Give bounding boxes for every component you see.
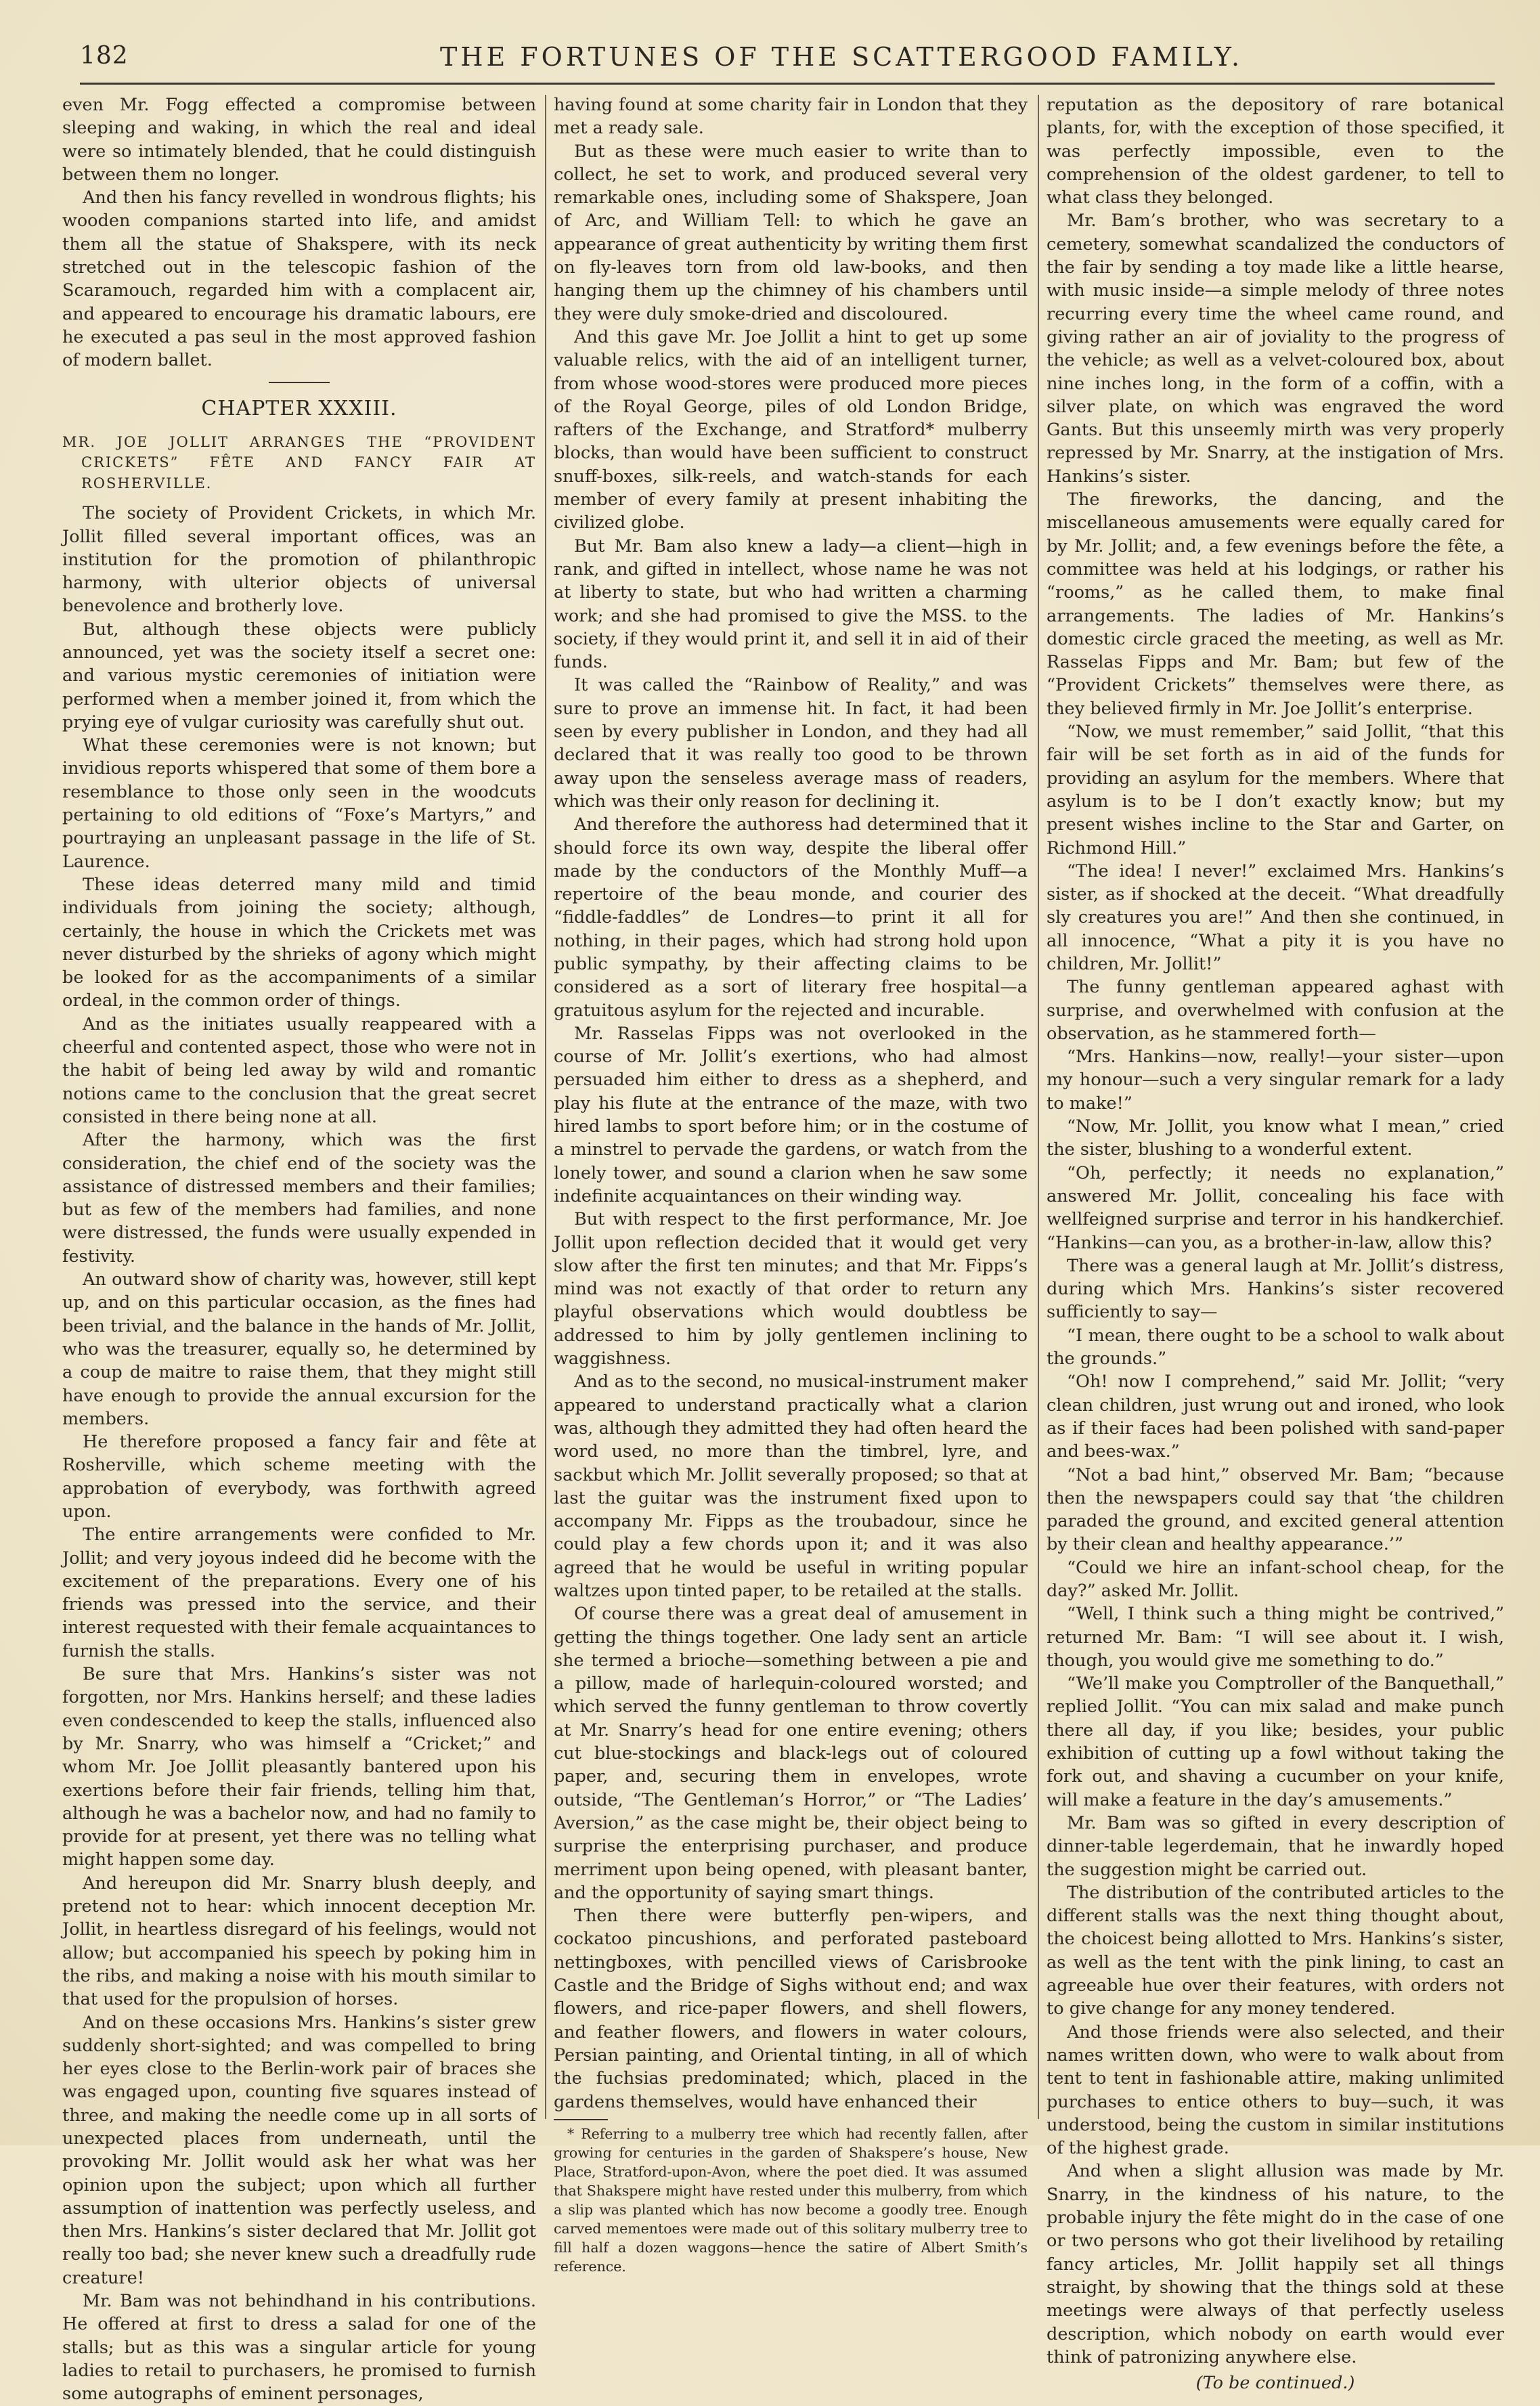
- chapter-heading: CHAPTER XXXIII.: [201, 396, 397, 420]
- footnote-divider: [554, 2119, 608, 2120]
- paragraph: And when a slight allusion was made by Mr. Snarry, in the kindness of his nature, to the probable injury the fête might do in the case of one or two persons who got their livelihood by retailing fancy articles, Mr. Jollit happily set all things straight, by showing that the things sold at these meetings were always of that perfectly useless description, which nobody on earth would ever think of patronizing anywhere else.: [1047, 2161, 1504, 2367]
- paragraph: An outward show of charity was, however, still kept up, and on this particular occasion, as the fines had been trivial, and the balance in the hands of Mr. Jollit, who was the treasurer, equally so, he determined by a coup de maitre to raise them, that they might still have enough to provide the annual excursion for the members.: [62, 1269, 536, 1429]
- paragraph: And therefore the authoress had determined that it should force its own way, despite the liberal offer made by the conductors of the Monthly Muff—a repertoire of the beau monde, and courier des “fiddle-faddles” de Londres—to print it all for nothing, in their pages, which had strong hold upon public sympathy, by their affecting claims to be considered as a sort of literary free hospital—a gratuitous asylum for the rejected and incurable.: [554, 814, 1028, 1021]
- paragraph: And on these occasions Mrs. Hankins’s sister grew suddenly short-sighted; and was compelled to bring her eyes close to the Berlin-work pair of braces she was engaged upon, counting five squares instead of three, and making the needle come up in all sorts of unexpected places from underneath, until the provoking Mr. Jollit would ask her what was her opinion upon the subject; upon which all further assumption of inattention was perfectly useless, and then Mrs. Hankins’s sister declared that Mr. Jollit got really too bad; she never knew such a dreadfully rude creature!: [62, 2012, 536, 2288]
- page-header: [80, 42, 1495, 80]
- paragraph: There was a general laugh at Mr. Jollit’s distress, during which Mrs. Hankins’s sister recovered sufficiently to say—: [1047, 1255, 1504, 1323]
- paragraph: even Mr. Fogg effected a compromise between sleeping and waking, in which the real and ideal were so intimately blended, that he could distinguish between them no longer.: [62, 95, 536, 185]
- paragraph: The fireworks, the dancing, and the miscellaneous amusements were equally cared for by Mr. Jollit; and, a few evenings before the fête, a committee was held at his lodgings, or rather his “rooms,” as he called them, to make final arrangements. The ladies of Mr. Hankins’s domestic circle graced the meeting, as well as Mr. Rasselas Fipps and Mr. Bam; but few of the “Provident Crickets” themselves were there, as they believed firmly in Mr. Joe Jollit’s enterprise.: [1047, 489, 1504, 719]
- paragraph: After the harmony, which was the first consideration, the chief end of the society was the assistance of distressed members and their families; but as few of the members had families, and none were distressed, the funds were usually expended in festivity.: [62, 1130, 536, 1267]
- paragraph: “Now, Mr. Jollit, you know what I mean,” cried the sister, blushing to a wonderful extent.: [1047, 1116, 1504, 1160]
- paragraph: But, although these objects were publicly announced, yet was the society itself a secret one: and various mystic ceremonies of initiation were performed when a member joined it, from which the prying eye of vulgar curiosity was carefully shut out.: [62, 619, 536, 732]
- paragraph: And as the initiates usually reappeared with a cheerful and contented aspect, those who were not in the habit of being led away by wild and romantic notions came to the conclusion that the great secret consisted in there being none at all.: [62, 1013, 536, 1127]
- paragraph: These ideas deterred many mild and timid individuals from joining the society; although, certainly, the house in which the Crickets met was never disturbed by the shrieks of agony which might be looked for as the accompaniments of a similar ordeal, in the common order of things.: [62, 874, 536, 1011]
- paragraph: Mr. Bam’s brother, who was secretary to a cemetery, somewhat scandalized the conductors of the fair by sending a toy made like a little hearse, with music inside—a simple melody of three notes recurring every time the wheel came round, and giving rather an air of joviality to the progress of the vehicle; as well as a velvet-coloured box, about nine inches long, in the form of a coffin, with a silver plate, on which was engraved the word Gants. But this unseemly mirth was very properly repressed by Mr. Snarry, at the instigation of Mrs. Hankins’s sister.: [1047, 211, 1504, 487]
- paragraph: And then his fancy revelled in wondrous flights; his wooden companions started into life, and amidst them all the statue of Shakspere, with its neck stretched out in the telescopic fashion of the Scaramouch, regarded him with a complacent air, and appeared to encourage his dramatic labours, ere he executed a pas seul in the most approved fashion of modern ballet.: [62, 188, 536, 371]
- paragraph: Mr. Bam was not behindhand in his contributions. He offered at first to dress a salad for one of the stalls; but as this was a singular article for young ladies to retail to purchasers, he promised to furnish some autographs of eminent personages,: [62, 2291, 536, 2405]
- paragraph: “Not a bad hint,” observed Mr. Bam; “because then the newspapers could say that ‘the children paraded the ground, and excited general attention by their clean and healthy appearance.’”: [1047, 1464, 1504, 1555]
- paragraph: Mr. Bam was so gifted in every description of dinner-table legerdemain, that he inwardly hoped the suggestion might be carried out.: [1047, 1812, 1504, 1880]
- paragraph: “We’ll make you Comptroller of the Banquethall,” replied Jollit. “You can mix salad and make punch there all day, if you like; besides, your public exhibition of cutting up a fowl without taking the fork out, and shaving a cucumber on your knife, will make a feature in the day’s amusements.”: [1047, 1674, 1504, 1810]
- paragraph: Then there were butterfly pen-wipers, and cockatoo pincushions, and perforated pasteboard nettingboxes, with pencilled views of Carisbrooke Castle and the Bridge of Sighs without end; and wax flowers, and rice-paper flowers, and shell flowers, and feather flowers, and flowers in water colours, Persian painting, and Oriental tinting, in all of which the fuchsias predominated; which, placed in the gardens themselves, would have enhanced their: [554, 1906, 1028, 2112]
- paragraph: And as to the second, no musical-instrument maker appeared to understand practically what a clarion was, although they admitted they had often heard the word used, no more than the timbrel, lyre, and sackbut which Mr. Jollit severally proposed; so that at last the guitar was the instrument fixed upon to accompany Mr. Fipps as the troubadour, since he could play a few chords upon it; and it was also agreed that he would be useful in writing popular waltzes upon tinted paper, to be retailed at the stalls.: [554, 1372, 1028, 1601]
- column-3: [1047, 93, 1504, 2394]
- paragraph: And hereupon did Mr. Snarry blush deeply, and pretend not to hear: which innocent deception Mr. Jollit, in heartless disregard of his feelings, would not allow; but accompanied his speech by poking him in the ribs, and making a noise with his mouth similar to that used for the propulsion of horses.: [62, 1873, 536, 2010]
- paragraph: The entire arrangements were confided to Mr. Jollit; and very joyous indeed did he become with the excitement of the preparations. Every one of his friends was pressed into the service, and their interest requested with their female acquaintances to furnish the stalls.: [62, 1525, 536, 1661]
- paragraph: “Could we hire an infant-school cheap, for the day?” asked Mr. Jollit.: [1047, 1557, 1504, 1601]
- running-title: THE FORTUNES OF THE SCATTERGOOD FAMILY.: [439, 42, 1244, 72]
- paragraph: What these ceremonies were is not known; but invidious reports whispered that some of them bore a resemblance to those only seen in the woodcuts pertaining to old editions of “Foxe’s Martyrs,” and pourtraying an unpleasant passage in the life of St. Laurence.: [62, 735, 536, 872]
- paragraph: Of course there was a great deal of amusement in getting the things together. One lady sent an article she termed a brioche—something between a pie and a pillow, made of harlequin-coloured worsted; and which served the funny gentleman to throw covertly at Mr. Snarry’s head for one entire evening; others cut blue-stockings and black-legs out of coloured paper, and, securing them in envelopes, wrote outside, “The Gentleman’s Horror,” or “The Ladies’ Aversion,” as the case might be, their object being to surprise the enterprising purchaser, and produce merriment upon being opened, with pleasant banter, and the opportunity of saying smart things.: [554, 1604, 1028, 1903]
- paragraph: “The idea! I never!” exclaimed Mrs. Hankins’s sister, as if shocked at the deceit. “What dreadfully sly creatures you are!” And then she continued, in all innocence, “What a pity it is you have no children, Mr. Jollit!”: [1047, 860, 1504, 974]
- paragraph: And those friends were also selected, and their names written down, who were to walk about from tent to tent in fashionable attire, making unlimited purchases to entice others to buy—such, it was understood, being the custom in similar institutions of the highest grade.: [1047, 2021, 1504, 2159]
- paragraph: having found at some charity fair in London that they met a ready sale.: [554, 95, 1028, 139]
- section-divider: [269, 382, 330, 383]
- paragraph: But with respect to the first performance, Mr. Joe Jollit upon reflection decided that it would get very slow after the first ten minutes; and that Mr. Fipps’s mind was not exactly of that order to return any playful observations which would doubtless be addressed to him by jolly gentlemen inclining to waggishness.: [554, 1209, 1028, 1370]
- to-be-continued: (To be continued.): [1195, 2373, 1355, 2394]
- paragraph: But Mr. Bam also knew a lady—a client—high in rank, and gifted in intellect, whose name he was not at liberty to state, but who had written a charming work; and she had promised to give the MSS. to the society, if they would print it, and sell it in aid of their funds.: [554, 535, 1028, 673]
- column-2: [554, 93, 1028, 2275]
- paragraph: “Oh, perfectly; it needs no explanation,” answered Mr. Jollit, concealing his face with wellfeigned surprise and terror in his handkerchief. “Hankins—can you, as a brother-in-law, allow this?: [1047, 1162, 1504, 1253]
- paragraph: “Well, I think such a thing might be contrived,” returned Mr. Bam: “I will see about it. I wish, though, you would give me something to do.”: [1047, 1604, 1504, 1671]
- paragraph: “Mrs. Hankins—now, really!—your sister—upon my honour—such a very singular remark for a lady to make!”: [1047, 1047, 1504, 1114]
- column-divider: [545, 95, 546, 2119]
- paragraph: The distribution of the contributed articles to the different stalls was the next thing thought about, the choicest being allotted to Mrs. Hankins’s sister, as well as the tent with the pink lining, to cast an agreeable hue over their features, with orders not to give change for any money tendered.: [1047, 1882, 1504, 2019]
- paragraph: And this gave Mr. Joe Jollit a hint to get up some valuable relics, with the aid of an intelligent turner, from whose wood-stores were produced more pieces of the Royal George, piles of old London Bridge, rafters of the Exchange, and Stratford* mulberry blocks, than would have been sufficient to construct snuff-boxes, silk-reels, and watch-stands for each member of every family at present inhabiting the civilized globe.: [554, 326, 1028, 533]
- paragraph: It was called the “Rainbow of Reality,” and was sure to prove an immense hit. In fact, it had been seen by every publisher in London, and they had all declared that it was really too good to be thrown away upon the senseless average mass of readers, which was their only reason for declining it.: [554, 675, 1028, 812]
- column-divider: [1038, 95, 1039, 2119]
- chapter-summary: MR. JOE JOLLIT ARRANGES THE “PROVIDENT CRICKETS” FÊTE AND FANCY FAIR AT ROSHERVILLE.: [62, 433, 536, 491]
- paragraph: The funny gentleman appeared aghast with surprise, and overwhelmed with confusion at the observation, as he stammered forth—: [1047, 977, 1504, 1044]
- paragraph: reputation as the depository of rare botanical plants, for, with the exception of those specified, it was perfectly impossible, even to the comprehension of the oldest gardener, to tell to what class they belonged.: [1047, 95, 1504, 209]
- page-number: 182: [80, 42, 129, 70]
- paragraph: But as these were much easier to write than to collect, he set to work, and produced several very remarkable ones, including some of Shakspere, Joan of Arc, and William Tell: to which he gave an appearance of great authenticity by writing them first on fly-leaves torn from old law-books, and then hanging them up the chimney of his chambers until they were duly smoke-dried and discoloured.: [554, 141, 1028, 324]
- paragraph: “Oh! now I comprehend,” said Mr. Jollit; “very clean children, just wrung out and ironed, who look as if their faces had been polished with sand-paper and bees-wax.”: [1047, 1372, 1504, 1462]
- header-rule: [80, 83, 1495, 85]
- paragraph: “Now, we must remember,” said Jollit, “that this fair will be set forth as in aid of the funds for providing an asylum for the members. Where that asylum is to be I don’t exactly know; but my present wishes incline to the Star and Garter, on Richmond Hill.”: [1047, 722, 1504, 858]
- paragraph: The society of Provident Crickets, in which Mr. Jollit filled several important offices, was an institution for the promotion of philanthropic harmony, with ulterior objects of universal benevolence and brotherly love.: [62, 503, 536, 617]
- paragraph: Be sure that Mrs. Hankins’s sister was not forgotten, nor Mrs. Hankins herself; and these ladies even condescended to keep the stalls, influenced also by Mr. Snarry, who was himself a “Cricket;” and whom Mr. Joe Jollit pleasantly bantered upon his exertions before their fair friends, telling him that, although he was a bachelor now, and had no family to provide for at present, yet there was no telling what might happen some day.: [62, 1664, 536, 1871]
- paragraph: “I mean, there ought to be a school to walk about the grounds.”: [1047, 1325, 1504, 1370]
- column-1: [62, 93, 536, 2405]
- paragraph: He therefore proposed a fancy fair and fête at Rosherville, which scheme meeting with the approbation of everybody, was forthwith agreed upon.: [62, 1432, 536, 1522]
- footnote: * Referring to a mulberry tree which had recently fallen, after growing for centuries in the garden of Shakspere’s house, New Place, Stratford-upon-Avon, where the poet died. It was assumed that Shakspere might have rested under this mulberry, from which a slip was planted which has now become a goodly tree. Enough carved mementoes were made out of this solitary mulberry tree to fill half a dozen waggons—hence the satire of Albert Smith’s reference.: [554, 2125, 1028, 2275]
- paragraph: Mr. Rasselas Fipps was not overlooked in the course of Mr. Jollit’s exertions, who had almost persuaded him either to dress as a shepherd, and play his flute at the entrance of the maze, with two hired lambs to sport before him; or in the costume of a minstrel to pervade the gardens, or watch from the lonely tower, and sound a clarion when he saw some indefinite acquaintances on their winding way.: [554, 1023, 1028, 1206]
